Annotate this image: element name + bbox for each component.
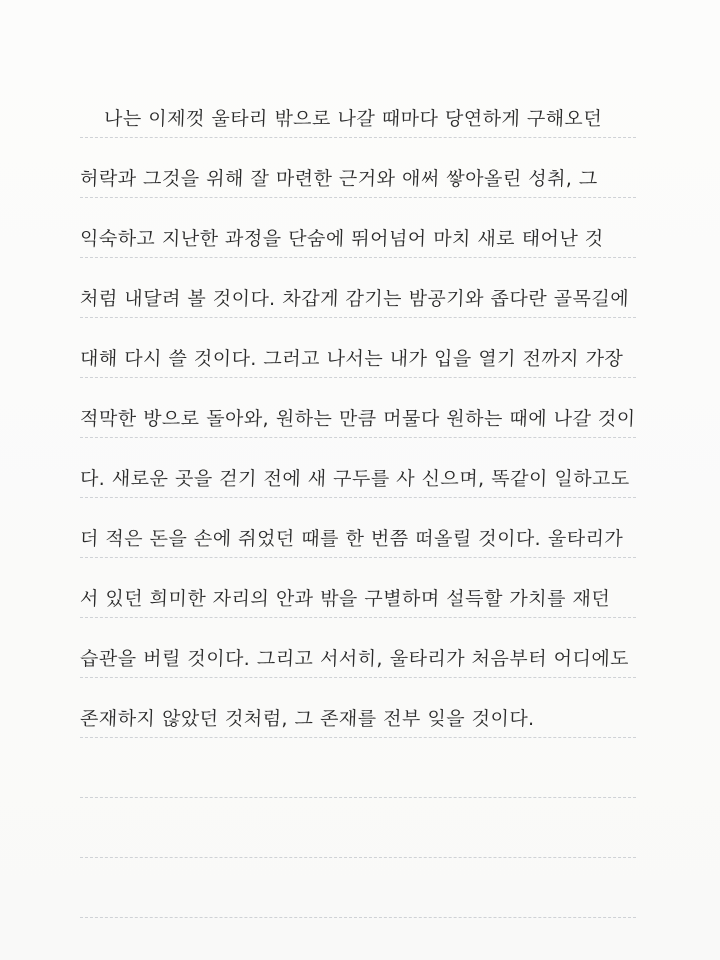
ruled-line	[80, 857, 636, 858]
ruled-line	[80, 797, 636, 798]
lined-paper	[80, 0, 640, 960]
text-line-8: 더 적은 돈을 손에 쥐었던 때를 한 번쯤 떠올릴 것이다. 울타리가	[79, 528, 624, 550]
ruled-line	[80, 137, 636, 138]
text-line-4: 처럼 내달려 볼 것이다. 차갑게 감기는 밤공기와 좁다란 골목길에	[79, 288, 630, 310]
ruled-line	[80, 617, 636, 618]
ruled-line	[80, 557, 636, 558]
ruled-line	[80, 737, 636, 738]
ruled-line	[80, 497, 636, 498]
ruled-line	[80, 377, 636, 378]
ruled-line	[80, 317, 636, 318]
text-line-11: 존재하지 않았던 것처럼, 그 존재를 전부 잊을 것이다.	[79, 708, 536, 730]
ruled-line	[80, 677, 636, 678]
text-line-1: 나는 이제껏 울타리 밖으로 나갈 때마다 당연하게 구해오던	[103, 108, 603, 130]
text-line-5: 대해 다시 쓸 것이다. 그러고 나서는 내가 입을 열기 전까지 가장	[79, 348, 624, 370]
text-line-3: 익숙하고 지난한 과정을 단숨에 뛰어넘어 마치 새로 태어난 것	[79, 228, 605, 250]
ruled-line	[80, 257, 636, 258]
text-line-7: 다. 새로운 곳을 걷기 전에 새 구두를 사 신으며, 똑같이 일하고도	[79, 468, 631, 490]
text-line-10: 습관을 버릴 것이다. 그리고 서서히, 울타리가 처음부터 어디에도	[79, 648, 630, 670]
ruled-line	[80, 437, 636, 438]
ruled-line	[80, 917, 636, 918]
text-line-2: 허락과 그것을 위해 잘 마련한 근거와 애써 쌓아올린 성취, 그	[79, 168, 599, 190]
text-line-9: 서 있던 희미한 자리의 안과 밖을 구별하며 설득할 가치를 재던	[79, 588, 611, 610]
text-line-6: 적막한 방으로 돌아와, 원하는 만큼 머물다 원하는 때에 나갈 것이	[79, 408, 636, 430]
ruled-line	[80, 197, 636, 198]
